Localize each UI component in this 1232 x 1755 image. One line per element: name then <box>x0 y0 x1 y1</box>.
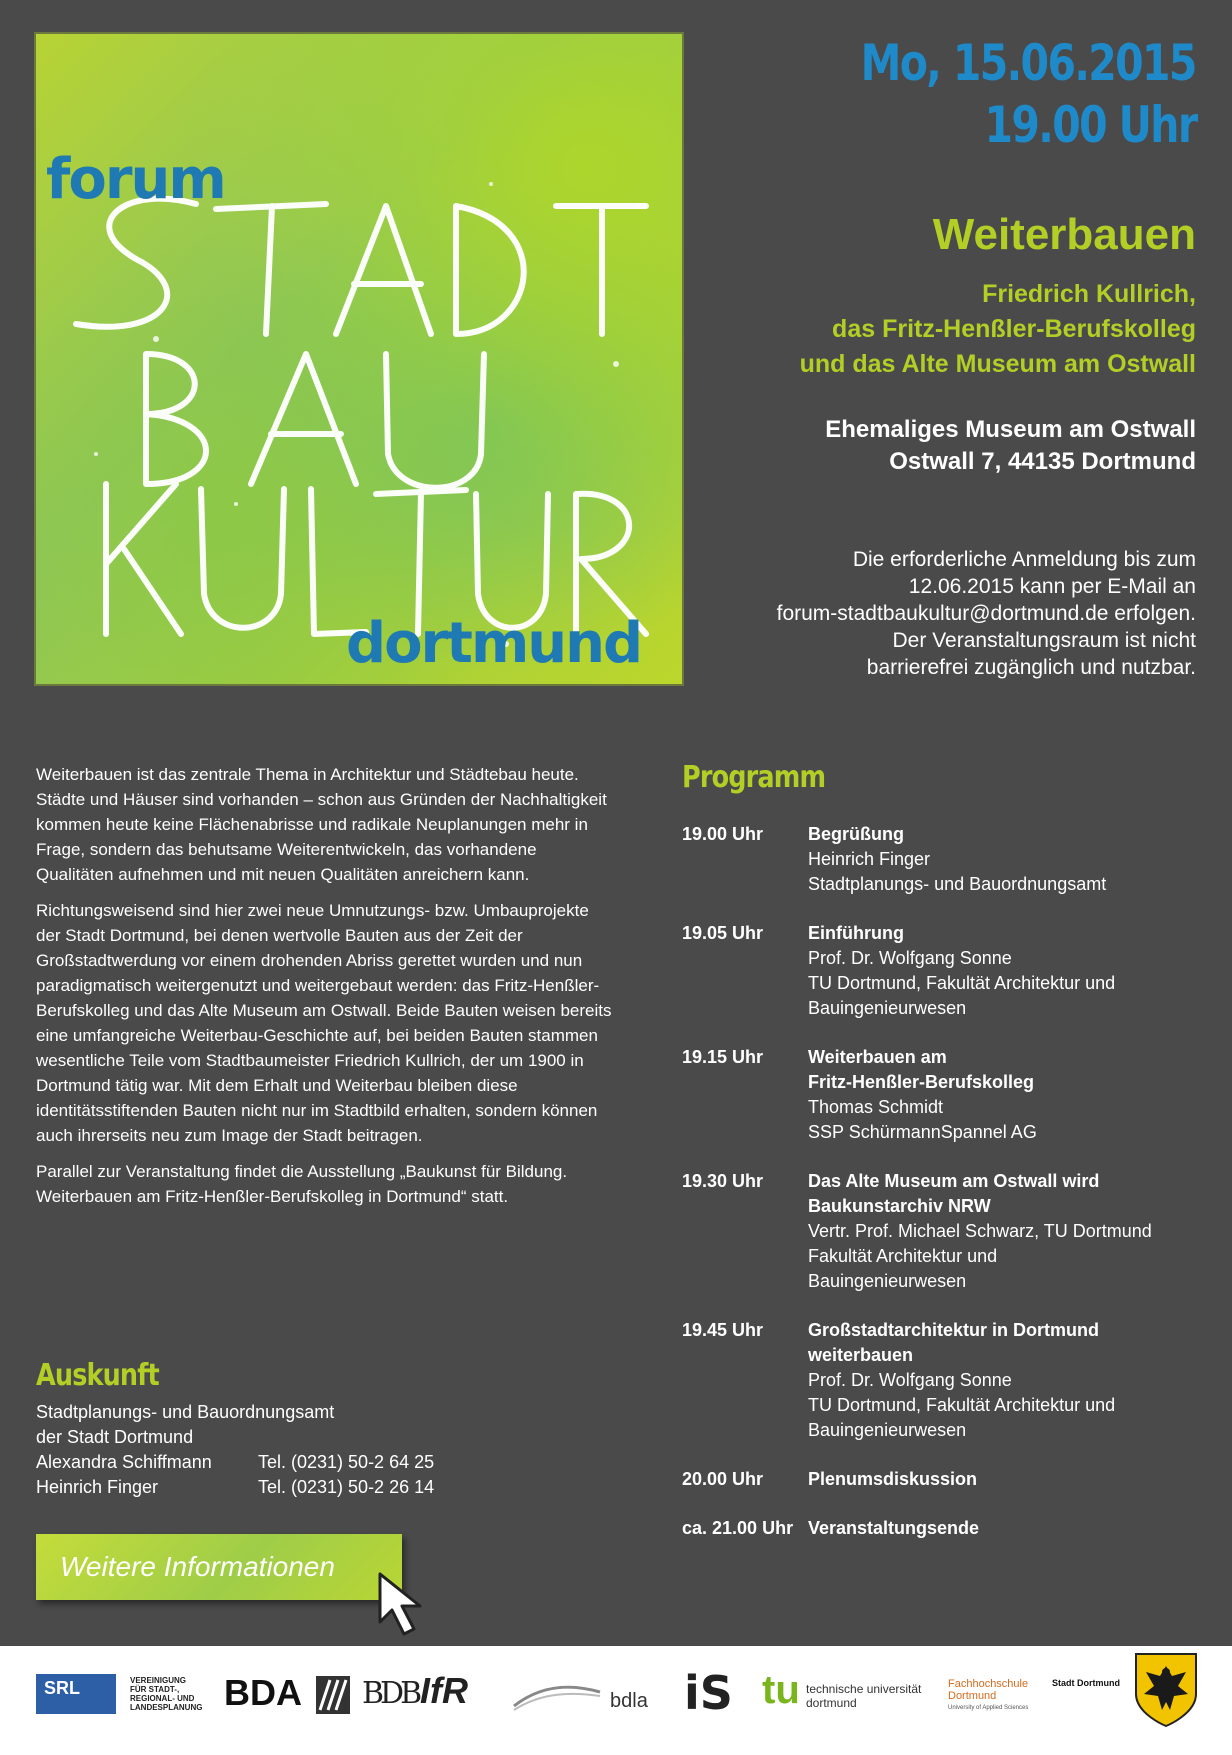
event-subtitle <box>800 277 1196 382</box>
auskunft-heading: Auskunft <box>36 1358 159 1393</box>
registration-line: 12.06.2015 kann per E-Mail an <box>908 575 1196 598</box>
programm-item <box>682 921 1202 1021</box>
programm-body <box>808 1318 1202 1443</box>
programm-item <box>682 1169 1202 1294</box>
registration-line: barrierefrei zugänglich und nutzbar. <box>866 656 1196 679</box>
tu-text-line: dortmund <box>806 1696 857 1710</box>
registration-email[interactable]: forum-stadtbaukultur@dortmund.de erfolgen. <box>776 602 1196 625</box>
contact-name: Alexandra Schiffmann <box>36 1452 212 1472</box>
event-venue <box>825 414 1196 478</box>
programm-body <box>808 1516 1202 1541</box>
contact-name: Heinrich Finger <box>36 1477 159 1497</box>
intro-paragraph: Parallel zur Veranstaltung findet die Ausstellung „Baukunst für Bildung. Weiterbauen am Fritz-Henßler-Berufskolleg in Dortmund“ statt. <box>36 1162 568 1206</box>
sponsor-footer <box>0 1646 1232 1755</box>
programm-item <box>682 1045 1202 1145</box>
logo-word-dortmund: dortmund <box>346 611 642 676</box>
registration-note <box>777 546 1196 681</box>
tu-text <box>806 1682 921 1710</box>
programm-detail: Thomas Schmidt <box>808 1097 944 1117</box>
programm-title: Einführung <box>808 923 904 943</box>
programm-title: Baukunstarchiv NRW <box>808 1196 991 1216</box>
srl-tagline-line: LANDESPLANUNG <box>130 1703 203 1712</box>
programm-detail: Vertr. Prof. Michael Schwarz, TU Dortmund <box>808 1221 1152 1241</box>
programm-detail: Prof. Dr. Wolfgang Sonne <box>808 1370 1012 1390</box>
programm-detail: Stadtplanungs- und Bauordnungsamt <box>808 874 1107 894</box>
stadt-dortmund-label: Stadt Dortmund <box>1052 1678 1120 1688</box>
more-info-button[interactable] <box>36 1534 402 1600</box>
ifr-logo: IfR <box>420 1670 468 1711</box>
logo-handwritten-bau <box>146 354 484 488</box>
programm-time: 20.00 Uhr <box>682 1469 764 1489</box>
programm-body <box>808 1045 1202 1145</box>
srl-tagline-line: VEREINIGUNG <box>130 1676 187 1685</box>
contact-row <box>36 1475 434 1500</box>
programm-time: 19.30 Uhr <box>682 1171 764 1191</box>
programm-body <box>808 1169 1202 1294</box>
programm-detail: Fakultät Architektur und <box>808 1246 998 1266</box>
fh-text-line: Dortmund <box>948 1690 997 1702</box>
programm-body <box>808 822 1202 897</box>
auskunft-org-line: der Stadt Dortmund <box>36 1427 194 1447</box>
programm-title: Veranstaltungsende <box>808 1518 980 1538</box>
registration-line: Der Veranstaltungsraum ist nicht <box>892 629 1196 652</box>
intro-text <box>36 762 616 1220</box>
programm-item <box>682 822 1202 897</box>
srl-tagline-line: FÜR STADT-, <box>130 1685 180 1694</box>
bdla-swoosh-icon <box>512 1682 602 1712</box>
programm-title: Das Alte Museum am Ostwall wird <box>808 1171 1100 1191</box>
fh-text-line: University of Applied Sciences <box>948 1705 1029 1711</box>
programm-detail: Heinrich Finger <box>808 849 931 869</box>
bda-logo: BDA <box>224 1672 302 1713</box>
registration-line: Die erforderliche Anmeldung bis zum <box>852 548 1196 571</box>
programm-detail: SSP SchürmannSpannel AG <box>808 1122 1037 1142</box>
intro-paragraph: Richtungsweisend sind hier zwei neue Umnutzungs- bzw. Umbauprojekte der Stadt Dortmund, bei denen wertvolle Bauten aus der Zeit der Großstadtwerdung vor einem drohenden Abriss gerettet wurden und nun paradigmatisch weitergenutzt und weitergebaut werden: das Fritz-Henßler-Berufskolleg und das Alte Museum am Ostwall. Beide Bauten weisen bereits eine umfangreiche Weiterbau-Geschichte auf, bei beiden Bauten stammen wesentliche Teile vom Stadtbaumeister Friedrich Kullrich, der um 1900 in Dortmund tätig war. Mit dem Erhalt und Weiterbau bleiben diese identitätsstiftenden Bauten nicht nur im Stadtbild erhalten, sondern können auch ihrerseits neu zum Image der Stadt beitragen. <box>36 901 612 1145</box>
contact-phone[interactable]: Tel. (0231) 50-2 64 25 <box>258 1452 435 1472</box>
programm-title: weiterbauen <box>808 1345 914 1365</box>
programm-title: Plenumsdiskussion <box>808 1469 978 1489</box>
srl-logo-text: SRL <box>44 1678 80 1698</box>
programm-heading: Programm <box>682 760 826 795</box>
programm-detail: Bauingenieurwesen <box>808 1420 967 1440</box>
programm-title: Begrüßung <box>808 824 904 844</box>
tu-logo: tu <box>762 1668 800 1712</box>
programm-item <box>682 1516 1202 1541</box>
fh-logo <box>948 1678 1028 1714</box>
programm-time: ca. 21.00 Uhr <box>682 1518 794 1538</box>
venue-line: Ostwall 7, 44135 Dortmund <box>889 448 1196 475</box>
contact-phone[interactable]: Tel. (0231) 50-2 26 14 <box>258 1477 435 1497</box>
auskunft-block <box>36 1400 434 1500</box>
programm-time: 19.15 Uhr <box>682 1047 764 1067</box>
is-logo: iS <box>684 1666 733 1720</box>
programm-detail: Bauingenieurwesen <box>808 998 967 1018</box>
more-info-label: Weitere Informationen <box>60 1551 335 1582</box>
dortmund-eagle-crest-icon <box>1134 1652 1198 1728</box>
programm-time: 19.05 Uhr <box>682 923 764 943</box>
bdb-logo: BDB <box>362 1676 419 1711</box>
srl-tagline-line: REGIONAL- UND <box>130 1694 195 1703</box>
programm-item <box>682 1467 1202 1492</box>
intro-paragraph: Weiterbauen ist das zentrale Thema in Architektur und Städtebau heute. Städte und Häuser sind vorhanden – schon aus Gründen der Nachhaltigkeit kommen heute keine Flächenabrisse und radikale Neuplanungen mehr in Frage, sondern das behutsame Weiterentwickeln, das vorhandene Qualitäten aufnehmen und mit neuen Qualitäten anreichern kann. <box>36 765 607 884</box>
subtitle-line: das Fritz-Henßler-Berufskolleg <box>832 315 1196 343</box>
event-time: 19.00 Uhr <box>984 96 1196 154</box>
programm-item <box>682 1318 1202 1443</box>
auskunft-org-line: Stadtplanungs- und Bauordnungsamt <box>36 1402 335 1422</box>
programm-body <box>808 1467 1202 1492</box>
bda-mark-icon <box>316 1676 350 1714</box>
event-date: Mo, 15.06.2015 <box>860 34 1196 92</box>
cursor-arrow-icon <box>374 1570 436 1640</box>
programm-time: 19.00 Uhr <box>682 824 764 844</box>
event-title: Weiterbauen <box>932 210 1196 259</box>
logo-word-forum: forum <box>46 147 225 212</box>
programm-body <box>808 921 1202 1021</box>
contact-row <box>36 1450 434 1475</box>
programm-time: 19.45 Uhr <box>682 1320 764 1340</box>
fh-text-line: Fachhochschule <box>948 1678 1029 1690</box>
srl-tagline <box>130 1676 202 1712</box>
subtitle-line: und das Alte Museum am Ostwall <box>799 350 1196 378</box>
subtitle-line: Friedrich Kullrich, <box>982 280 1196 308</box>
venue-line: Ehemaliges Museum am Ostwall <box>825 416 1196 443</box>
forum-stadtbaukultur-logo <box>36 34 682 684</box>
programm-title: Großstadtarchitektur in Dortmund <box>808 1320 1100 1340</box>
logo-texture <box>36 34 682 684</box>
tu-text-line: technische universität <box>806 1682 922 1696</box>
programm-detail: TU Dortmund, Fakultät Architektur und <box>808 973 1116 993</box>
programm-list <box>682 822 1202 1565</box>
programm-title: Fritz-Henßler-Berufskolleg <box>808 1072 1035 1092</box>
logo-handwritten-stadt <box>76 199 646 334</box>
srl-logo <box>36 1674 116 1714</box>
bdla-logo: bdla <box>610 1690 648 1712</box>
programm-detail: TU Dortmund, Fakultät Architektur und <box>808 1395 1116 1415</box>
programm-title: Weiterbauen am <box>808 1047 947 1067</box>
programm-detail: Bauingenieurwesen <box>808 1271 967 1291</box>
programm-detail: Prof. Dr. Wolfgang Sonne <box>808 948 1012 968</box>
